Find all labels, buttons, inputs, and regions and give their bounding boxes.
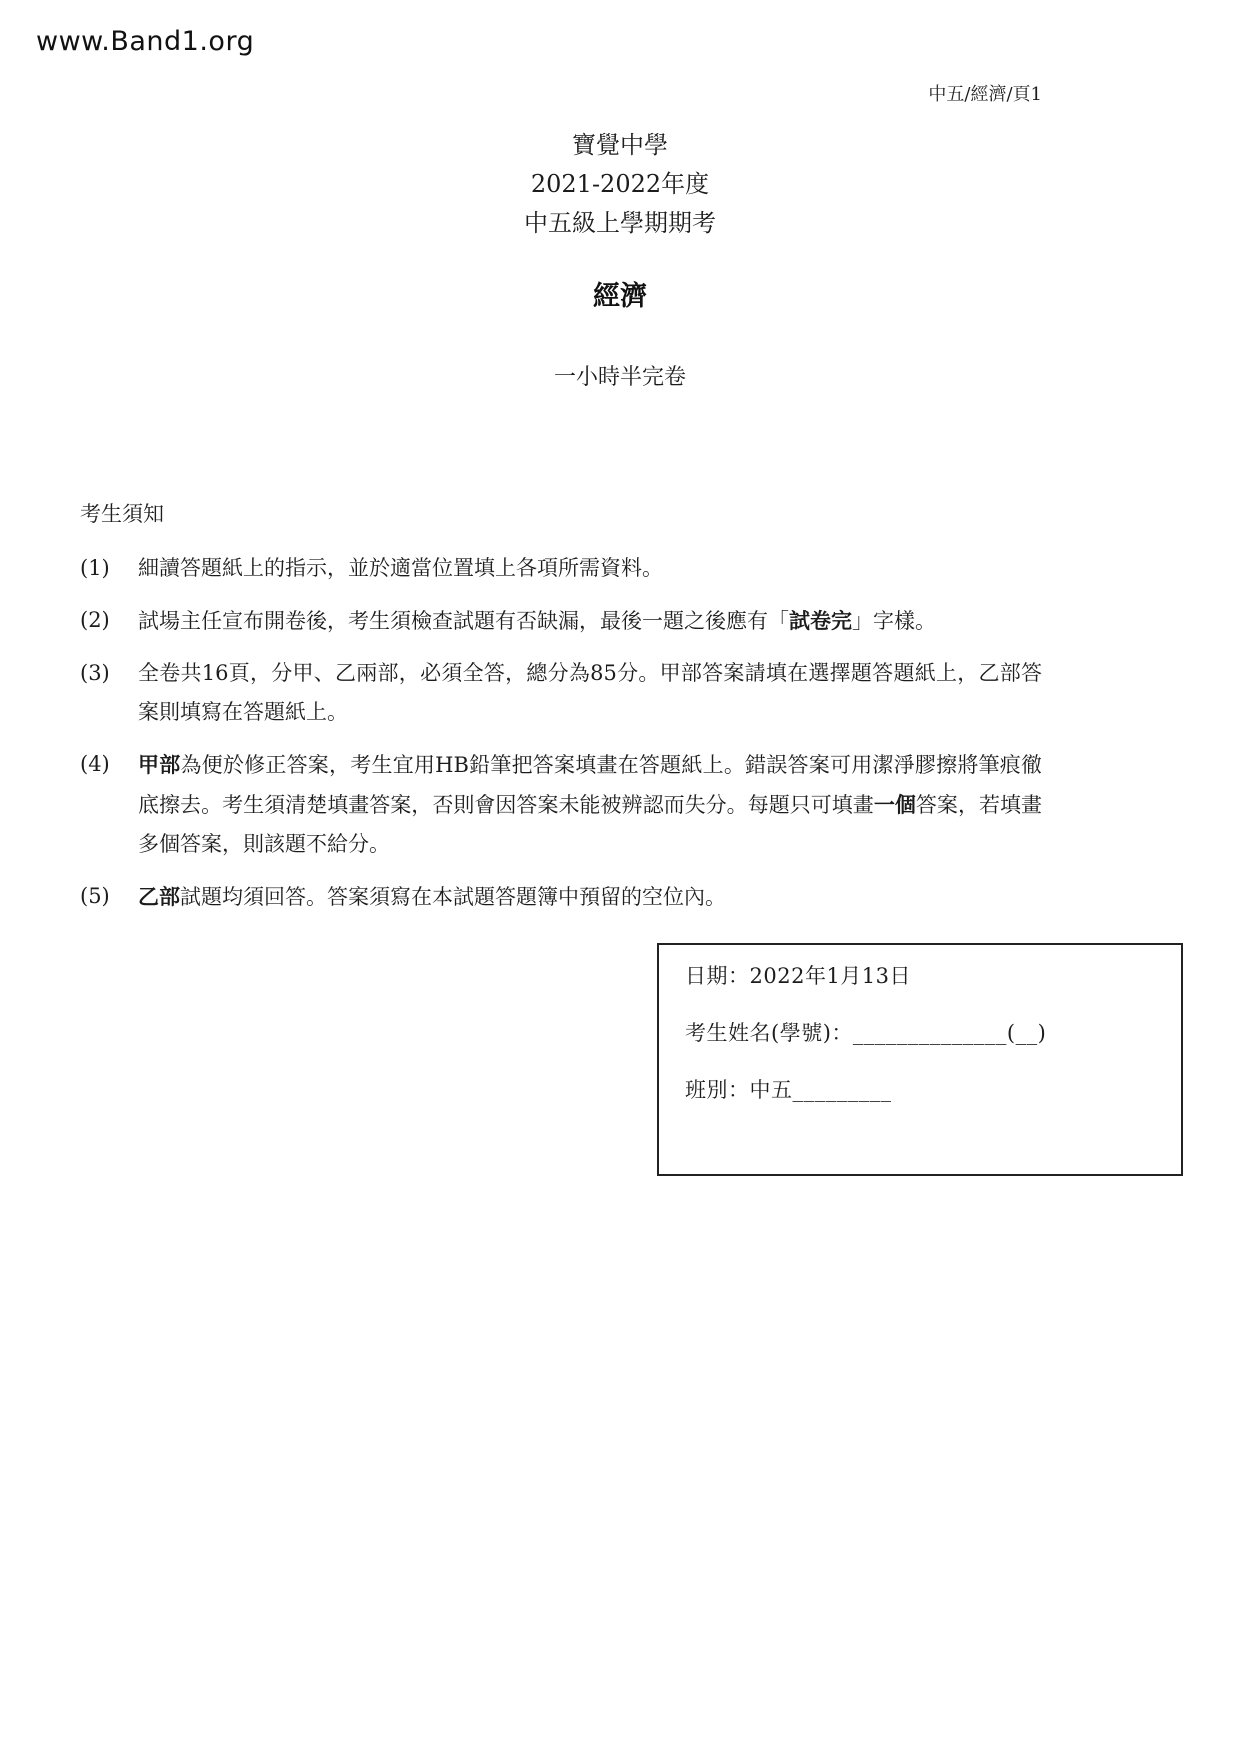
- instruction-text: 試場主任宣布開卷後，考生須檢查試題有否缺漏，最後一題之後應有「試卷完」字樣。: [138, 608, 936, 633]
- instruction-text: 甲部為便於修正答案，考生宜用HB鉛筆把答案填畫在答題紙上。錯誤答案可用潔淨膠擦將筆痕徹底擦去。考生須清楚填畫答案，否則會因答案未能被辨認而失分。每題只可填畫一個答案，若填畫多個答案，則該題不給分。: [138, 752, 1043, 856]
- title-block: [0, 126, 1240, 243]
- instruction-item: [80, 654, 1042, 732]
- candidate-info-box: [657, 943, 1183, 1176]
- instruction-number: (4): [80, 752, 110, 776]
- instruction-text: 細讀答題紙上的指示，並於適當位置填上各項所需資料。: [138, 556, 663, 580]
- page-reference: 中五/經濟/頁1: [928, 84, 1042, 105]
- exam-date-line: 日期：2022年1月13日: [685, 964, 912, 988]
- instruction-number: (3): [80, 661, 110, 685]
- instruction-item: [80, 549, 1042, 588]
- instruction-list: [80, 549, 1042, 930]
- instruction-text: 乙部試題均須回答。答案須寫在本試題答題簿中預留的空位內。: [138, 884, 726, 909]
- instruction-item: [80, 877, 1042, 917]
- site-watermark: www.Band1.org: [36, 26, 255, 57]
- exam-duration: 一小時半完卷: [553, 365, 686, 390]
- class-line: 班別：中五_________: [685, 1078, 892, 1102]
- candidate-name-line: 考生姓名(學號)：______________(__): [685, 1021, 1047, 1045]
- instruction-number: (1): [80, 556, 110, 580]
- instruction-text: 全卷共16頁，分甲、乙兩部，必須全答，總分為85分。甲部答案請填在選擇題答題紙上，乙部答案則填寫在答題紙上。: [138, 661, 1042, 724]
- school-name: 寶覺中學: [572, 131, 668, 159]
- subject-title: 經濟: [593, 281, 647, 312]
- candidate-notice-heading: 考生須知: [80, 502, 164, 526]
- exam-name: 中五級上學期期考: [524, 209, 716, 237]
- academic-year: 2021-2022年度: [530, 170, 710, 198]
- instruction-number: (5): [80, 884, 110, 908]
- instruction-item: [80, 601, 1042, 641]
- instruction-number: (2): [80, 608, 110, 632]
- instruction-item: [80, 745, 1042, 864]
